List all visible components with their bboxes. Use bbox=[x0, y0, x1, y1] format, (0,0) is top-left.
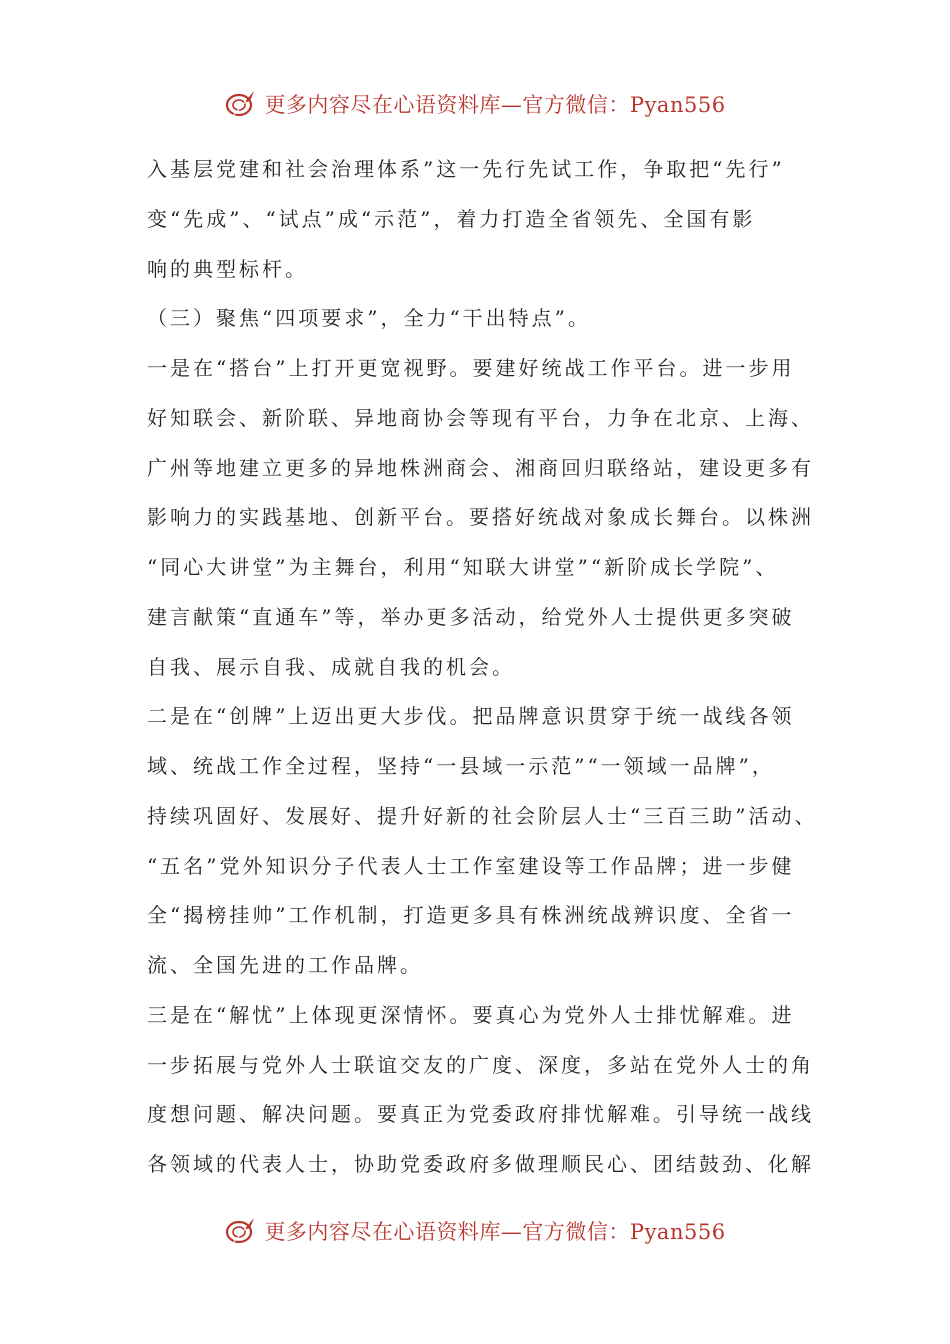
body-line: 一是在“搭台”上打开更宽视野。要建好统战工作平台。进一步用 bbox=[147, 356, 795, 380]
document-body bbox=[147, 145, 827, 1190]
body-line: 变“先成”、“试点”成“示范”，着力打造全省领先、全国有影 bbox=[147, 206, 756, 231]
footer-banner-text: 更多内容尽在心语资料库—官方微信：Pyan556 bbox=[264, 1220, 726, 1244]
body-line: 全“揭榜挂帅”工作机制，打造更多具有株洲统战辨识度、全省一 bbox=[147, 903, 795, 928]
body-line: 度想问题、解决问题。要真正为党委政府排忧解难。引导统一战线 bbox=[147, 1102, 814, 1127]
header-banner-text: 更多内容尽在心语资料库—官方微信：Pyan556 bbox=[264, 93, 726, 117]
body-line: 响的典型标杆。 bbox=[147, 256, 308, 281]
quill-pen-logo-icon bbox=[224, 87, 258, 121]
body-line: 自我、展示自我、成就自我的机会。 bbox=[147, 654, 515, 679]
body-line: 二是在“创牌”上迈出更大步伐。把品牌意识贯穿于统一战线各领 bbox=[147, 704, 795, 729]
body-line: 影响力的实践基地、创新平台。要搭好统战对象成长舞台。以株洲 bbox=[147, 505, 814, 530]
body-line: 一步拓展与党外人士联谊交友的广度、深度，多站在党外人士的角 bbox=[147, 1052, 814, 1077]
header-banner bbox=[0, 84, 950, 124]
body-line: 持续巩固好、发展好、提升好新的社会阶层人士“三百三助”活动、 bbox=[147, 803, 818, 828]
body-line: 流、全国先进的工作品牌。 bbox=[147, 953, 423, 977]
body-line: 三是在“解忧”上体现更深情怀。要真心为党外人士排忧解难。进 bbox=[147, 1002, 795, 1027]
body-line: 广州等地建立更多的异地株洲商会、湘商回归联络站，建设更多有 bbox=[147, 455, 814, 480]
body-line: 各领域的代表人士，协助党委政府多做理顺民心、团结鼓劲、化解 bbox=[147, 1152, 814, 1176]
quill-pen-logo-icon bbox=[224, 1214, 258, 1248]
section-heading: （三）聚焦“四项要求”，全力“干出特点”。 bbox=[147, 306, 591, 331]
body-line: 入基层党建和社会治理体系”这一先行先试工作，争取把“先行” bbox=[147, 157, 785, 181]
body-line: “同心大讲堂”为主舞台，利用“知联大讲堂”“新阶成长学院”、 bbox=[147, 555, 779, 579]
body-line: 域、统战工作全过程，坚持“一县域一示范”“一领域一品牌”， bbox=[147, 754, 775, 778]
body-line: “五名”党外知识分子代表人士工作室建设等工作品牌；进一步健 bbox=[147, 853, 795, 878]
footer-banner bbox=[0, 1211, 950, 1251]
body-line: 建言献策“直通车”等，举办更多活动，给党外人士提供更多突破 bbox=[147, 604, 795, 629]
body-line: 好知联会、新阶联、异地商协会等现有平台，力争在北京、上海、 bbox=[147, 405, 814, 430]
